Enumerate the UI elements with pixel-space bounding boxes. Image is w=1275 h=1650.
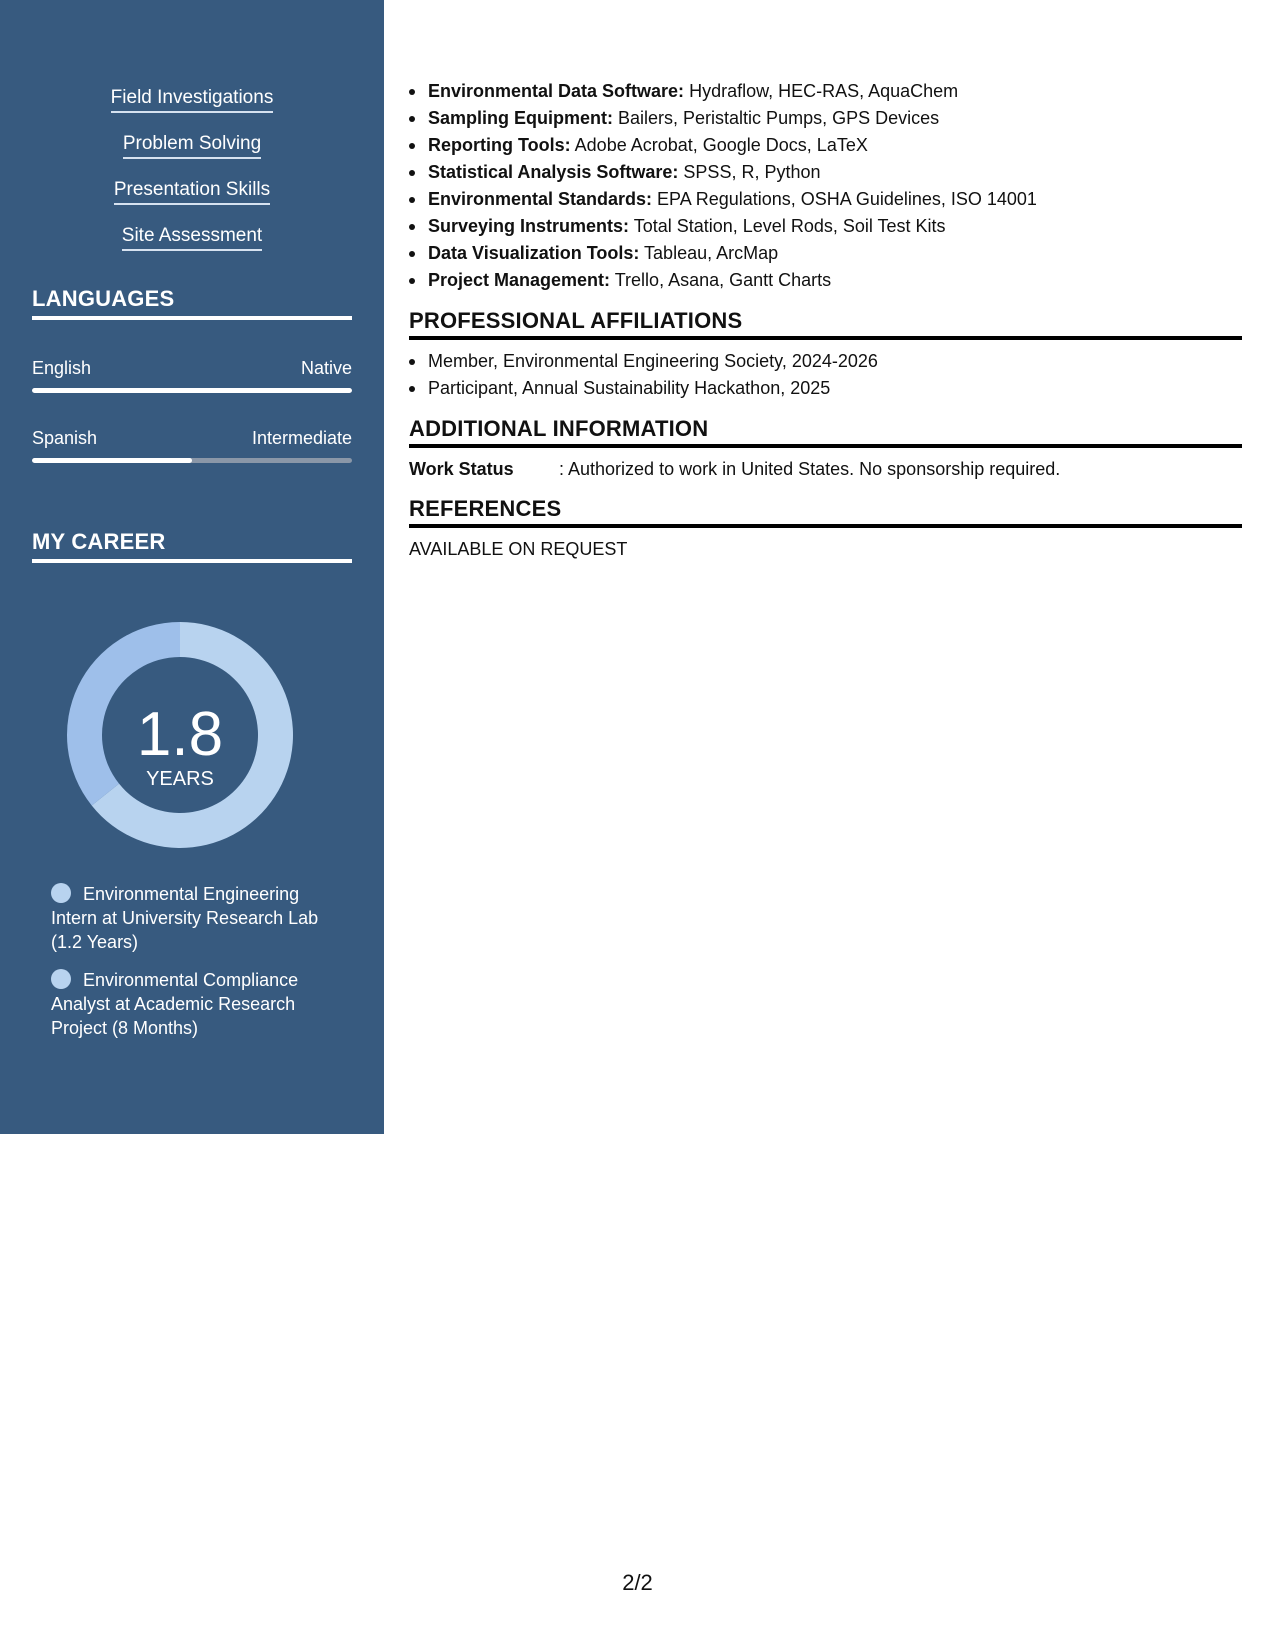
page-number: 2/2 [622, 1570, 653, 1595]
list-item [409, 78, 1242, 105]
work-status-label: Work Status [409, 459, 514, 479]
list-item [409, 213, 1242, 240]
references-value: AVAILABLE ON REQUEST [409, 539, 628, 559]
work-status-row [409, 456, 1242, 482]
language-name: English [32, 358, 92, 378]
skill-value: Trello, Asana, Gantt Charts [610, 270, 832, 290]
career-donut-chart [66, 621, 294, 849]
skill-label: Data Visualization Tools: [428, 243, 640, 263]
list-item: Participant, Annual Sustainability Hackathon, 2025 [409, 375, 1242, 402]
skills-list [0, 86, 384, 270]
language-level: Intermediate [251, 428, 352, 448]
main-content [409, 78, 1242, 562]
skill-label: Environmental Standards: [428, 189, 653, 209]
sidebar [0, 0, 384, 1134]
list-item: Member, Environmental Engineering Society, 2024-2026 [409, 348, 1242, 375]
affiliations-list [409, 348, 1242, 402]
skill-label: Statistical Analysis Software: [428, 162, 679, 182]
career-total-unit: YEARS [146, 768, 214, 790]
skill-label: Project Management: [428, 270, 611, 290]
legend-dot-icon [51, 883, 71, 903]
list-item [409, 105, 1242, 132]
language-proficiency-fill [32, 458, 192, 463]
language-name: Spanish [32, 428, 98, 448]
list-item [409, 267, 1242, 294]
language-proficiency-bar [32, 458, 352, 463]
skill-item: Field Investigations [111, 86, 274, 113]
career-legend-label: Environmental Compliance Analyst at Academic Research Project (8 Months) [51, 970, 299, 1038]
career-legend-label: Environmental Engineering Intern at University Research Lab (1.2 Years) [51, 884, 319, 952]
career-total-value: 1.8 [136, 700, 224, 769]
career-legend-item [51, 968, 341, 1040]
skill-value: Tableau, ArcMap [639, 243, 779, 263]
skill-label: Reporting Tools: [428, 135, 571, 155]
languages-heading: LANGUAGES [32, 286, 352, 320]
language-proficiency-bar [32, 388, 352, 393]
skill-value: EPA Regulations, OSHA Guidelines, ISO 14001 [652, 189, 1037, 209]
list-item [409, 240, 1242, 267]
additional-info-heading: ADDITIONAL INFORMATION [409, 416, 1242, 448]
language-proficiency-fill [32, 388, 352, 393]
work-status-value: : Authorized to work in United States. No sponsorship required. [559, 459, 1061, 479]
career-legend-item [51, 882, 341, 954]
list-item [409, 159, 1242, 186]
list-item [409, 132, 1242, 159]
technical-skills-list [409, 78, 1242, 294]
skill-item: Site Assessment [122, 224, 262, 251]
skill-item: Problem Solving [123, 132, 261, 159]
affiliations-heading: PROFESSIONAL AFFILIATIONS [409, 308, 1242, 340]
list-item [409, 186, 1242, 213]
skill-label: Sampling Equipment: [428, 108, 614, 128]
skill-value: Total Station, Level Rods, Soil Test Kits [629, 216, 946, 236]
skill-value: Bailers, Peristaltic Pumps, GPS Devices [613, 108, 940, 128]
skill-label: Surveying Instruments: [428, 216, 630, 236]
skill-value: SPSS, R, Python [678, 162, 821, 182]
references-heading: REFERENCES [409, 496, 1242, 528]
language-level: Native [300, 358, 352, 378]
skill-value: Hydraflow, HEC-RAS, AquaChem [684, 81, 959, 101]
career-heading: MY CAREER [32, 529, 352, 563]
skill-item: Presentation Skills [114, 178, 270, 205]
skill-label: Environmental Data Software: [428, 81, 685, 101]
skill-value: Adobe Acrobat, Google Docs, LaTeX [570, 135, 868, 155]
legend-dot-icon [51, 969, 71, 989]
